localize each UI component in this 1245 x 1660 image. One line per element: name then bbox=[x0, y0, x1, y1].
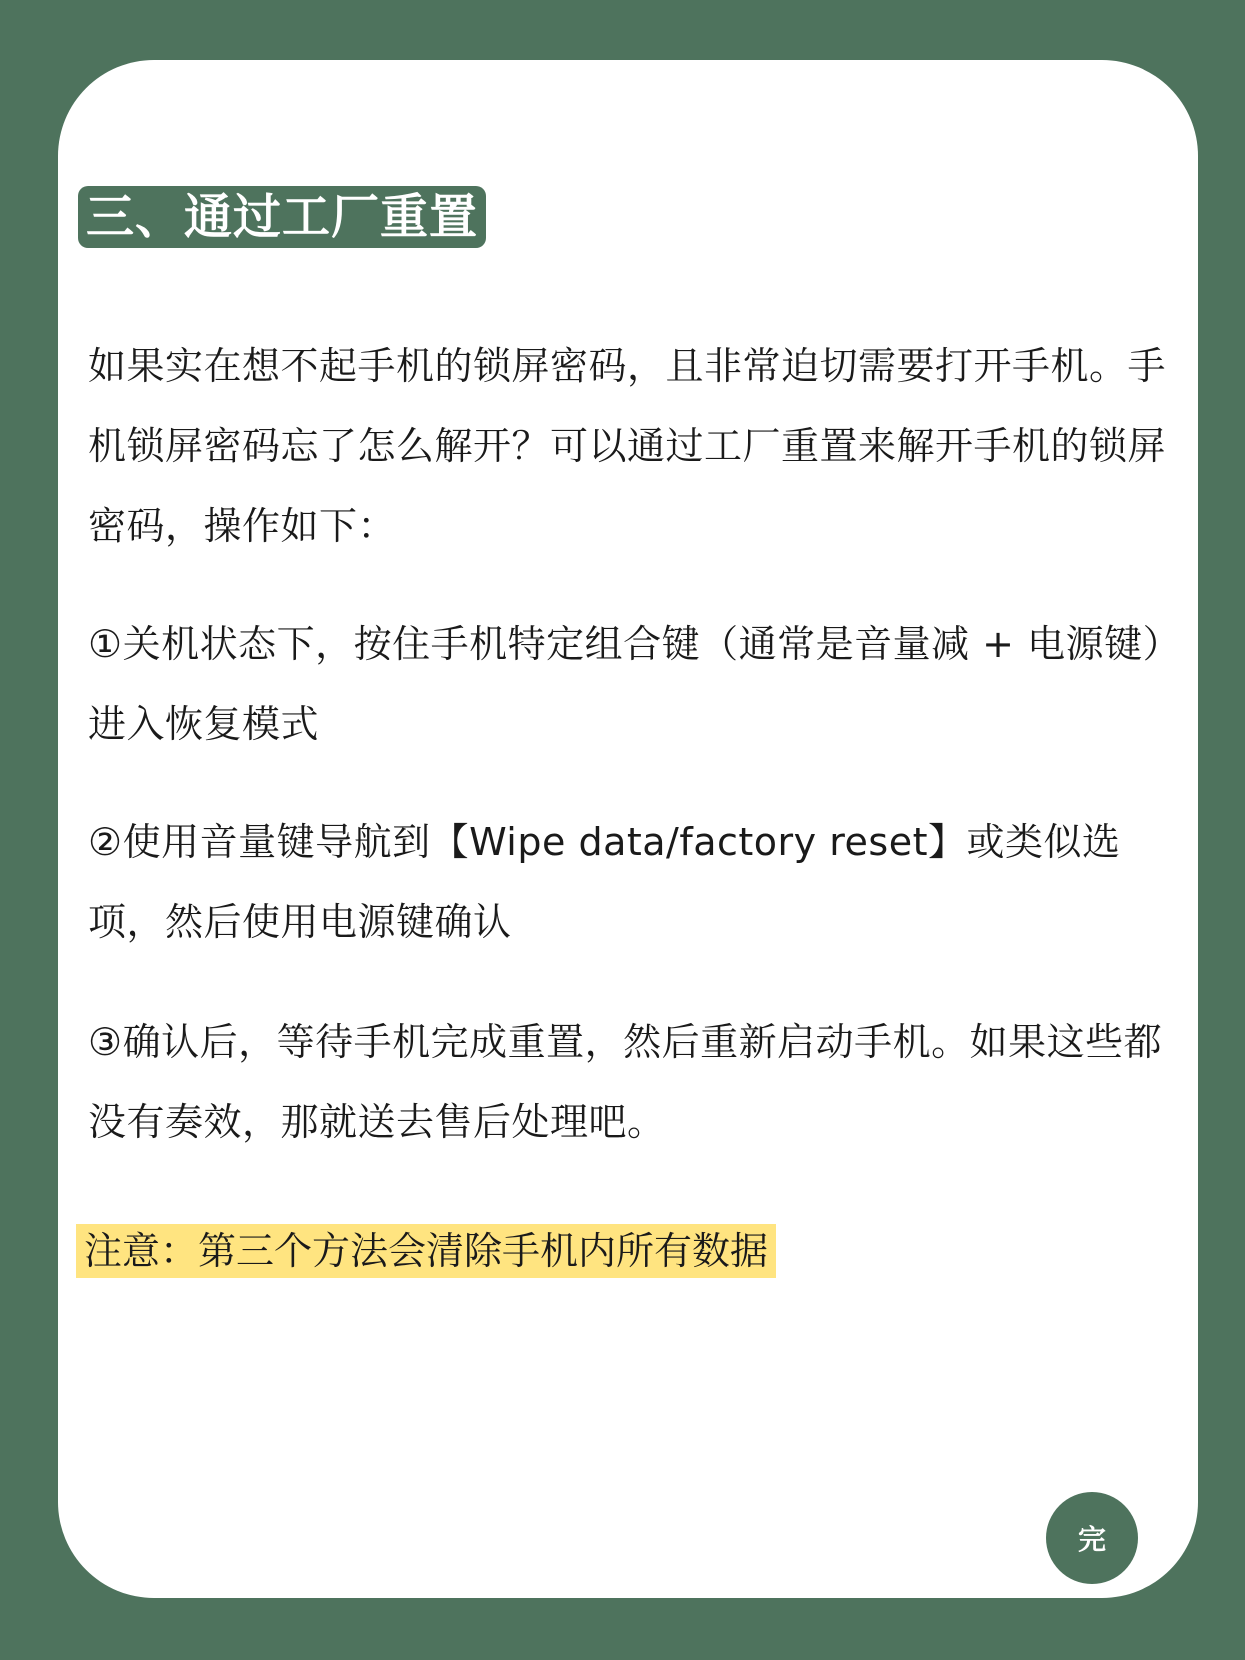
warning-note: 注意：第三个方法会清除手机内所有数据 bbox=[76, 1224, 776, 1278]
step-2-text: ②使用音量键导航到【Wipe data/factory reset】或类似选项，然后使用电源键确认 bbox=[88, 820, 1121, 944]
section-heading: 三、通过工厂重置 bbox=[78, 186, 486, 248]
done-badge: 完 bbox=[1046, 1492, 1138, 1584]
content-card bbox=[58, 60, 1198, 1598]
intro-paragraph: 如果实在想不起手机的锁屏密码，且非常迫切需要打开手机。手机锁屏密码忘了怎么解开？可以通过工厂重置来解开手机的锁屏密码，操作如下： bbox=[88, 344, 1167, 548]
step-3-text: ③确认后，等待手机完成重置，然后重新启动手机。如果这些都没有奏效，那就送去售后处理吧。 bbox=[88, 1020, 1163, 1144]
step-1-text: ①关机状态下，按住手机特定组合键（通常是音量减 + 电源键）进入恢复模式 bbox=[88, 622, 1163, 746]
